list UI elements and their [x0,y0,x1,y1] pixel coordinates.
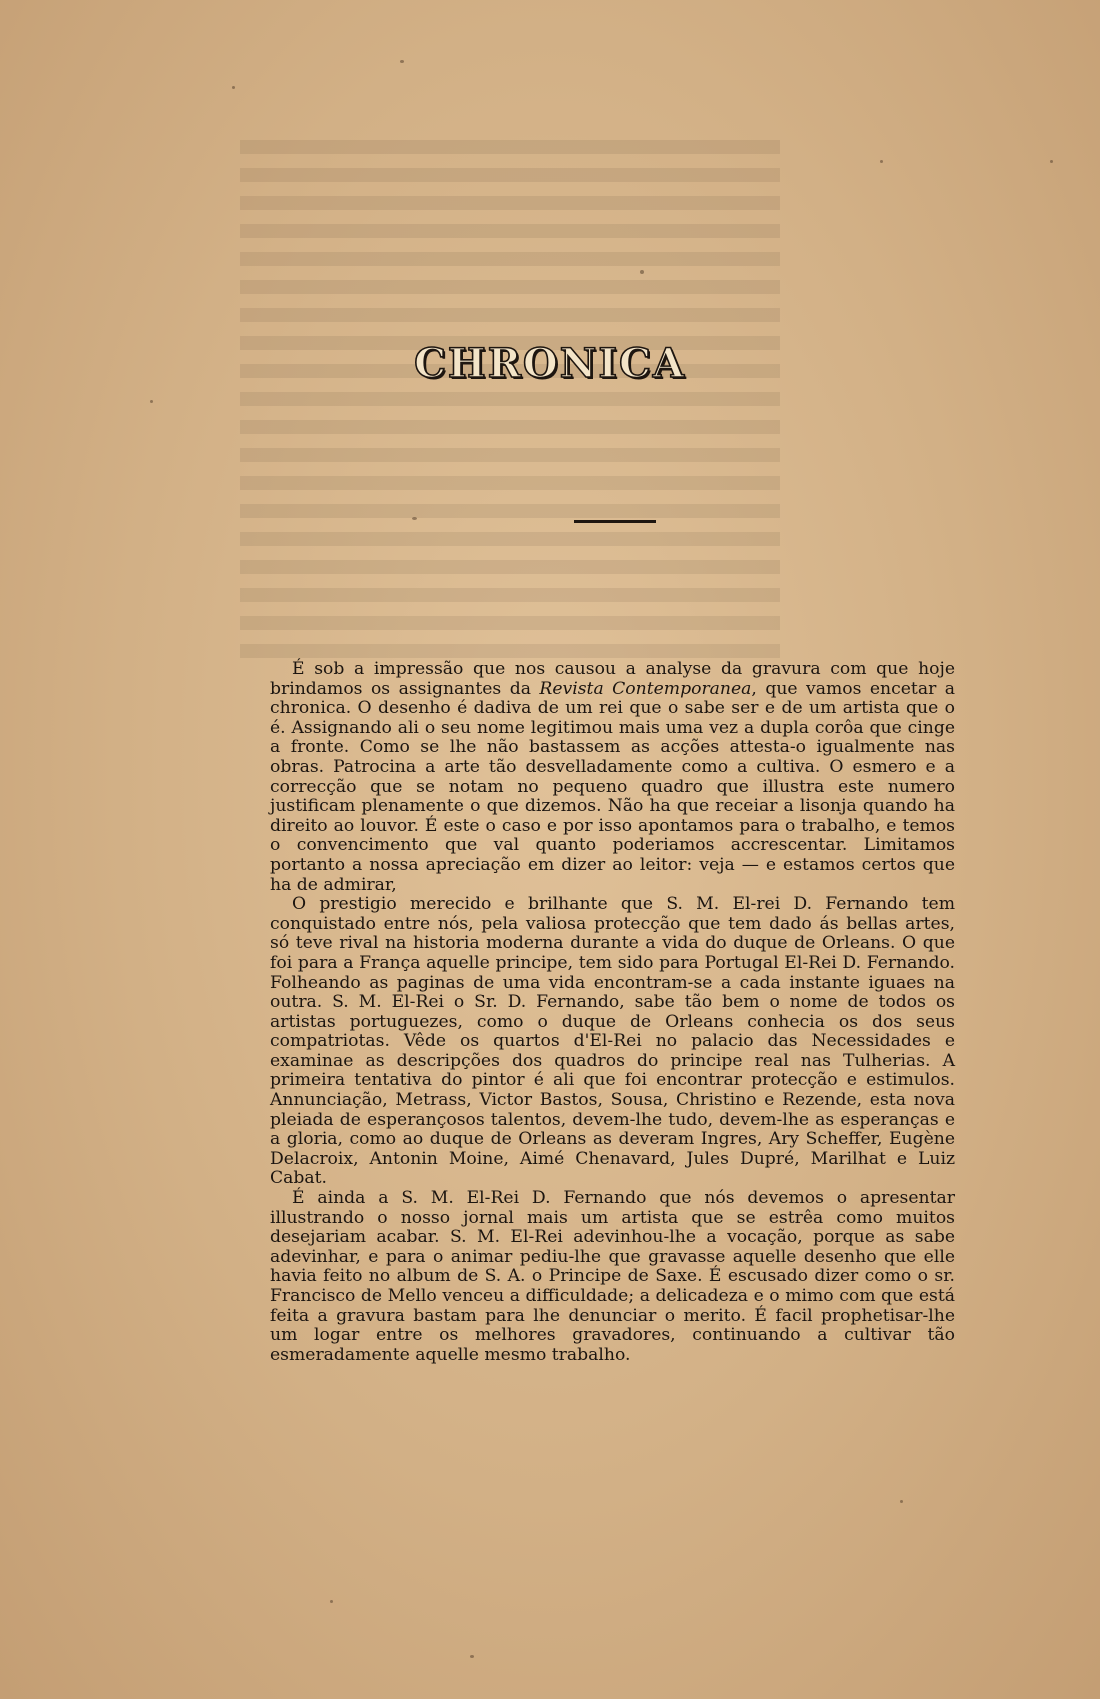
paper-speck [1050,160,1053,163]
paragraph-1-text-a: É sob a impressão que nos causou a analyse da gravura com que hoje brindamos os assignantes da [270,659,955,699]
journal-title: Revista Contemporanea [539,678,752,699]
paper-speck [232,86,235,89]
title-rule [574,520,656,523]
paragraph-3: É ainda a S. M. El-Rei D. Fernando que nós devemos o apresentar illustrando o nosso jornal mais um artista que se estrêa como muitos desejariam acabar. S. M. El-Rei adevinhou-lhe a vocação, porque as sabe adevinhar, e para o animar pediu-lhe que gravasse aquelle desenho que elle havia feito no album de S. A. o Principe de Saxe. É escusado dizer como o sr. Francisco de Mello venceu a difficuldade; a delicadeza e o mimo com que está feita a gravura bastam para lhe denunciar o merito. É facil prophetisar-lhe um logar entre os melhores gravadores, continuando a cultivar tão esmeradamente aquelle mesmo trabalho. [270,1188,955,1365]
paper-speck [880,160,883,163]
paper-speck [150,400,153,403]
page-title: CHRONICA [414,340,686,387]
paper-speck [900,1500,903,1503]
paragraph-1 [270,660,955,895]
paper-speck [412,517,417,520]
paper-speck [640,270,644,274]
chronicle-body [270,660,955,1365]
show-through-verso [240,140,780,660]
paper-speck [400,60,404,63]
paper-speck [330,1600,333,1603]
paragraph-2: O prestigio merecido e brilhante que S. M. El-rei D. Fernando tem conquistado entre nós, pela valiosa protecção que tem dado ás bellas artes, só teve rival na historia moderna durante a vida do duque de Orleans. O que foi para a França aquelle principe, tem sido para Portugal El-Rei D. Fernando. Folheando as paginas de uma vida encontram-se a cada instante iguaes na outra. S. M. El-Rei o Sr. D. Fernando, sabe tão bem o nome de todos os artistas portuguezes, como o duque de Orleans conhecia os dos seus compatriotas. Vêde os quartos d'El-Rei no palacio das Necessidades e examinae as descripções dos quadros do principe real nas Tulherias. A primeira tentativa do pintor é ali que foi encontrar protecção e estimulos. Annunciação, Metrass, Victor Bastos, Sousa, Christino e Rezende, esta nova pleiada de esperançosos talentos, devem-lhe tudo, devem-lhe as esperanças e a gloria, como ao duque de Orleans as deveram Ingres, Ary Scheffer, Eugène Delacroix, Antonin Moine, Aimé Chenavard, Jules Dupré, Marilhat e Luiz Cabat. [270,894,955,1189]
paper-speck [470,1655,474,1658]
paragraph-1-text-b: , que vamos encetar a chronica. O desenho é dadiva de um rei que o sabe ser e de um artista que o é. Assignando ali o seu nome legitimou mais uma vez a dupla corôa que cinge a fronte. Como se lhe não bastassem as acções attesta-o igualmente nas obras. Patrocina a arte tão desvelladamente como a cultiva. O esmero e a correcção que se notam no pequeno quadro que illustra este numero justificam plenamente o que dizemos. Não ha que receiar a lisonja quando ha direito ao louvor. É este o caso e por isso apontamos para o trabalho, e temos o convencimento que val quanto poderiamos accrescentar. Limitamos portanto a nossa apreciação em dizer ao leitor: veja — e estamos certos que ha de admirar, [270,678,955,895]
